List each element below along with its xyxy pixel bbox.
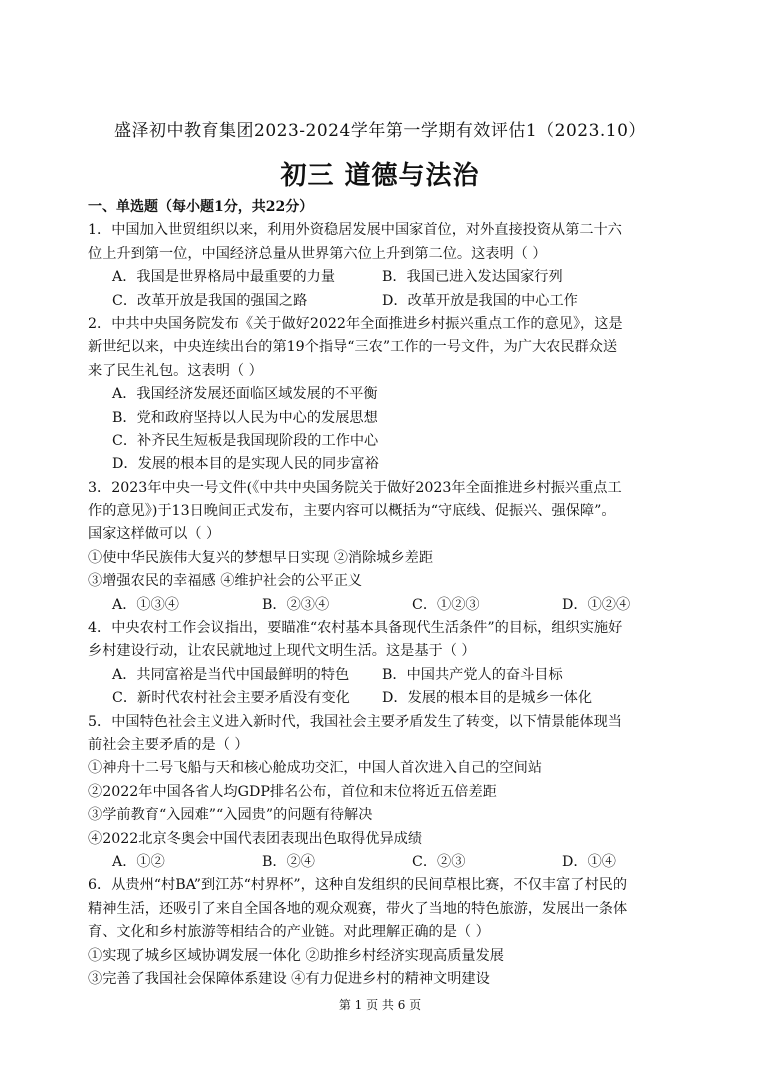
subject-title: 初三 道德与法治 — [280, 161, 480, 191]
question-6-line-3: 育、文化和乡村旅游等相结合的产业链。对此理解正确的是（ ） — [88, 924, 490, 941]
question-1-line-1: 1．中国加入世贸组织以来，利用外资稳居发展中国家首位，对外直接投资从第二十六 — [88, 222, 622, 239]
question-5-statement-3: ③学前教育“入园难”“入园贵”的问题有待解决 — [88, 807, 373, 824]
question-3-line-3: 国家这样做可以（ ） — [88, 526, 221, 543]
question-1-option-c: C．改革开放是我国的强国之路 — [112, 292, 308, 309]
question-2-line-2: 新世纪以来，中央连续出台的第19个指导“三农”工作的一号文件，为广大农民群众送 — [88, 339, 618, 356]
question-3-option-c: C．①②③ — [412, 596, 480, 613]
question-5-option-a: A．①② — [112, 853, 165, 870]
question-4-option-a: A．共同富裕是当代中国最鲜明的特色 — [112, 666, 350, 683]
question-4-line-2: 乡村建设行动，让农民就地过上现代文明生活。这是基于（ ） — [88, 643, 476, 660]
question-5-option-d: D．①④ — [562, 853, 616, 870]
question-3-statements-2: ③增强农民的幸福感 ④维护社会的公平正义 — [88, 573, 363, 590]
question-3-statements-1: ①使中华民族伟大复兴的梦想早日实现 ②消除城乡差距 — [88, 549, 434, 566]
section-heading: 一、单选题（每小题1分，共22分） — [88, 199, 314, 215]
question-5-option-c: C．②③ — [412, 853, 466, 870]
question-2-option-a: A．我国经济发展还面临区域发展的不平衡 — [112, 386, 378, 403]
question-5-options-row — [88, 851, 673, 874]
question-4-options-row-2 — [88, 687, 673, 710]
question-4-option-c: C．新时代农村社会主要矛盾没有变化 — [112, 690, 350, 707]
question-1-option-b: B．我国已进入发达国家行列 — [382, 269, 563, 286]
question-1-options-row-2 — [88, 290, 673, 313]
question-5-line-2: 前社会主要矛盾的是（ ） — [88, 736, 249, 753]
exam-content — [88, 196, 673, 991]
exam-title: 盛泽初中教育集团2023-2024学年第一学期有效评估1（2023.10） — [114, 121, 646, 141]
question-6-line-1: 6．从贵州“村BA”到江苏“村界杯”，这种自发组织的民间草根比赛，不仅丰富了村民的 — [88, 877, 628, 894]
question-2-option-b: B．党和政府坚持以人民为中心的发展思想 — [112, 409, 378, 426]
question-3-option-b: B．②③④ — [262, 596, 330, 613]
question-1-line-2: 位上升到第一位，中国经济总量从世界第六位上升到第二位。这表明（ ） — [88, 245, 547, 262]
question-5-option-b: B．②④ — [262, 853, 315, 870]
question-2-option-c: C．补齐民生短板是我国现阶段的工作中心 — [112, 432, 379, 449]
question-4-option-d: D．发展的根本目的是城乡一体化 — [382, 690, 593, 707]
question-1-option-a: A．我国是世界格局中最重要的力量 — [112, 269, 336, 286]
question-6-line-2: 精神生活，还吸引了来自全国各地的观众观赛，带火了当地的特色旅游，发展出一条体 — [88, 900, 628, 917]
question-3-option-a: A．①③④ — [112, 596, 179, 613]
question-3-line-1: 3．2023年中央一号文件(《中共中央国务院关于做好2023年全面推进乡村振兴重点工 — [88, 479, 622, 496]
question-3-line-2: 作的意见》)于13日晚间正式发布，主要内容可以概括为“守底线、促振兴、强保障”。 — [88, 503, 616, 520]
question-2-line-3: 来了民生礼包。这表明（ ） — [88, 362, 263, 379]
question-6-statements-2: ③完善了我国社会保障体系建设 ④有力促进乡村的精神文明建设 — [88, 970, 490, 987]
question-5-statement-2: ②2022年中国各省人均GDP排名公布，首位和末位将近五倍差距 — [88, 783, 497, 800]
question-2-line-1: 2．中共中央国务院发布《关于做好2022年全面推进乡村振兴重点工作的意见》，这是 — [88, 315, 623, 332]
question-5-line-1: 5．中国特色社会主义进入新时代，我国社会主要矛盾发生了转变，以下情景能体现当 — [88, 713, 622, 730]
question-1-options-row-1 — [88, 266, 673, 289]
question-4-line-1: 4．中央农村工作会议指出，要瞄准“农村基本具备现代生活条件”的目标，组织实施好 — [88, 620, 623, 637]
page-footer: 第 1 页 共 6 页 — [338, 998, 422, 1012]
question-1-option-d: D．改革开放是我国的中心工作 — [382, 292, 578, 309]
question-3-options-row — [88, 594, 673, 617]
question-4-options-row-1 — [88, 664, 673, 687]
question-4-option-b: B．中国共产党人的奋斗目标 — [382, 666, 563, 683]
question-5-statement-1: ①神舟十二号飞船与天和核心舱成功交汇，中国人首次进入自己的空间站 — [88, 760, 543, 777]
question-6-statements-1: ①实现了城乡区域协调发展一体化 ②助推乡村经济实现高质量发展 — [88, 947, 504, 964]
question-3-option-d: D．①②④ — [562, 596, 631, 613]
question-2-option-d: D．发展的根本目的是实现人民的同步富裕 — [112, 456, 379, 473]
question-5-statement-4: ④2022北京冬奥会中国代表团表现出色取得优异成绩 — [88, 830, 423, 847]
